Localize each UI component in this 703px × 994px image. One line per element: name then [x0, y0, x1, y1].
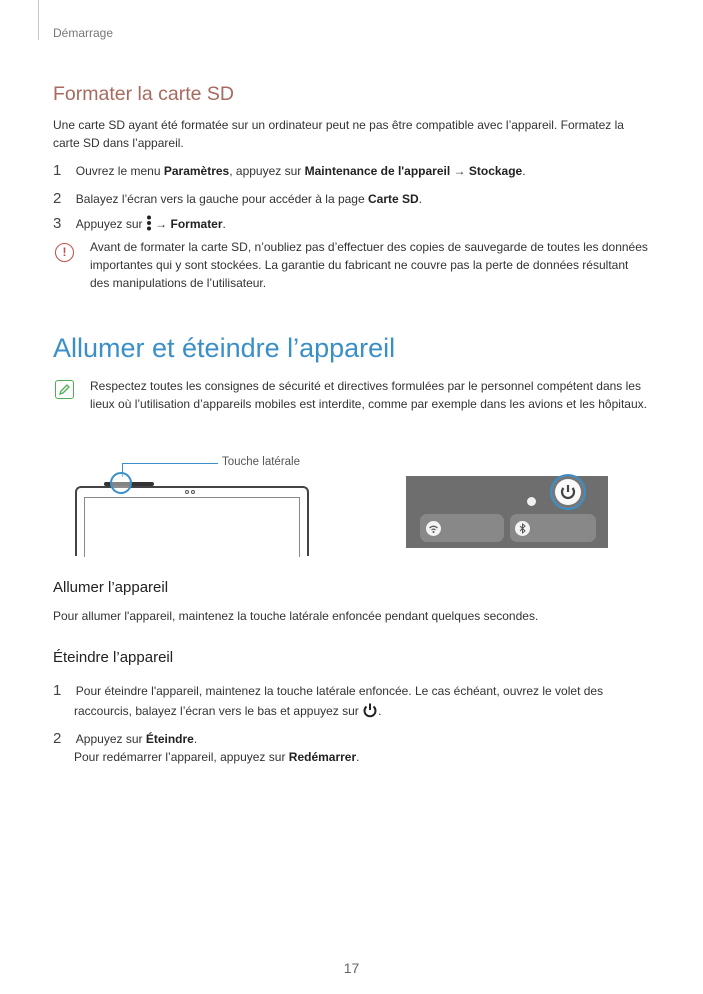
power-on-text: Pour allumer l'appareil, maintenez la touche latérale enfoncée pendant quelques secondes.: [53, 609, 539, 623]
menu-formater: Formater: [170, 217, 223, 231]
step-number: 3: [53, 215, 62, 232]
step-text: Pour éteindre l'appareil, maintenez la touche latérale enfoncée. Le cas échéant, ouvrez le volet des: [75, 684, 604, 698]
wifi-icon: [426, 521, 441, 536]
callout-line: [122, 463, 218, 464]
step-text: .: [222, 217, 226, 231]
format-step-2: [53, 190, 673, 208]
format-step-1: [53, 162, 673, 180]
page-number: 17: [343, 960, 360, 976]
arrow: →: [151, 217, 171, 231]
step-number: 2: [53, 730, 62, 747]
step-number: 1: [53, 682, 62, 699]
power-off-step-1: [53, 682, 673, 700]
power-off-step-1-line2: [74, 702, 674, 718]
settings-icon: [527, 497, 536, 506]
step-text: .: [193, 732, 198, 746]
power-on-title: Allumer l’appareil: [53, 579, 169, 596]
menu-eteindre: Éteindre: [145, 732, 194, 746]
header-divider: [38, 0, 39, 40]
step-text: Pour redémarrer l’appareil, appuyez sur: [74, 750, 289, 764]
menu-stockage: Stockage: [468, 164, 523, 178]
pencil-icon: [56, 381, 73, 398]
power-section-title: Allumer et éteindre l’appareil: [53, 333, 396, 363]
caution-text: Avant de formater la carte SD, n’oubliez pas d’effectuer des copies de sauvegarde de toutes les données importantes qui y sont stockées. La garantie du fabricant ne couvre pas la perte de données résultant des manipulations de l’utilisateur.: [90, 240, 648, 290]
step-text: Appuyez sur: [75, 217, 146, 231]
step-text: .: [356, 750, 360, 764]
step-text: , appuyez sur: [229, 164, 305, 178]
step-text: raccourcis, balayez l’écran vers le bas et appuyez sur: [74, 704, 363, 718]
restart-text: [74, 750, 674, 764]
note-icon: [55, 380, 74, 399]
step-text: .: [378, 704, 382, 718]
format-section-title: Formater la carte SD: [53, 83, 234, 105]
menu-maintenance: Maintenance de l'appareil: [304, 164, 451, 178]
side-key-highlight: [110, 472, 132, 494]
format-step-3: [53, 215, 673, 233]
breadcrumb: Démarrage: [53, 26, 114, 40]
menu-parametres: Paramètres: [163, 164, 230, 178]
format-intro: Une carte SD ayant été formatée sur un ordinateur peut ne pas être compatible avec l’appareil. Formatez la carte SD dans l’appareil.: [53, 118, 624, 150]
power-off-step-2: [53, 730, 673, 748]
menu-redemarrer: Redémarrer: [288, 750, 357, 764]
power-icon: [362, 702, 378, 718]
menu-carte-sd: Carte SD: [367, 192, 419, 206]
step-text: Balayez l’écran vers la gauche pour accéder à la page: [75, 192, 368, 206]
arrow: →: [450, 164, 469, 178]
side-key-callout: Touche latérale: [222, 456, 300, 468]
bluetooth-icon: [515, 521, 530, 536]
step-text: .: [418, 192, 423, 206]
step-number: 1: [53, 162, 62, 179]
power-icon: [555, 479, 581, 505]
sensor-icon: [191, 490, 195, 494]
tablet-screen: [84, 497, 300, 557]
step-text: Ouvrez le menu: [75, 164, 164, 178]
safety-note: Respectez toutes les consignes de sécurité et directives formulées par le personnel compétent dans les lieux où l’utilisation d’appareils mobiles est interdite, comme par exemple dans les avions et les hôpitaux.: [90, 379, 647, 411]
step-text: Appuyez sur: [75, 732, 146, 746]
caution-icon: !: [55, 243, 74, 262]
step-number: 2: [53, 190, 62, 207]
step-text: .: [522, 164, 526, 178]
power-off-title: Éteindre l’appareil: [53, 649, 174, 666]
camera-icon: [185, 490, 189, 494]
